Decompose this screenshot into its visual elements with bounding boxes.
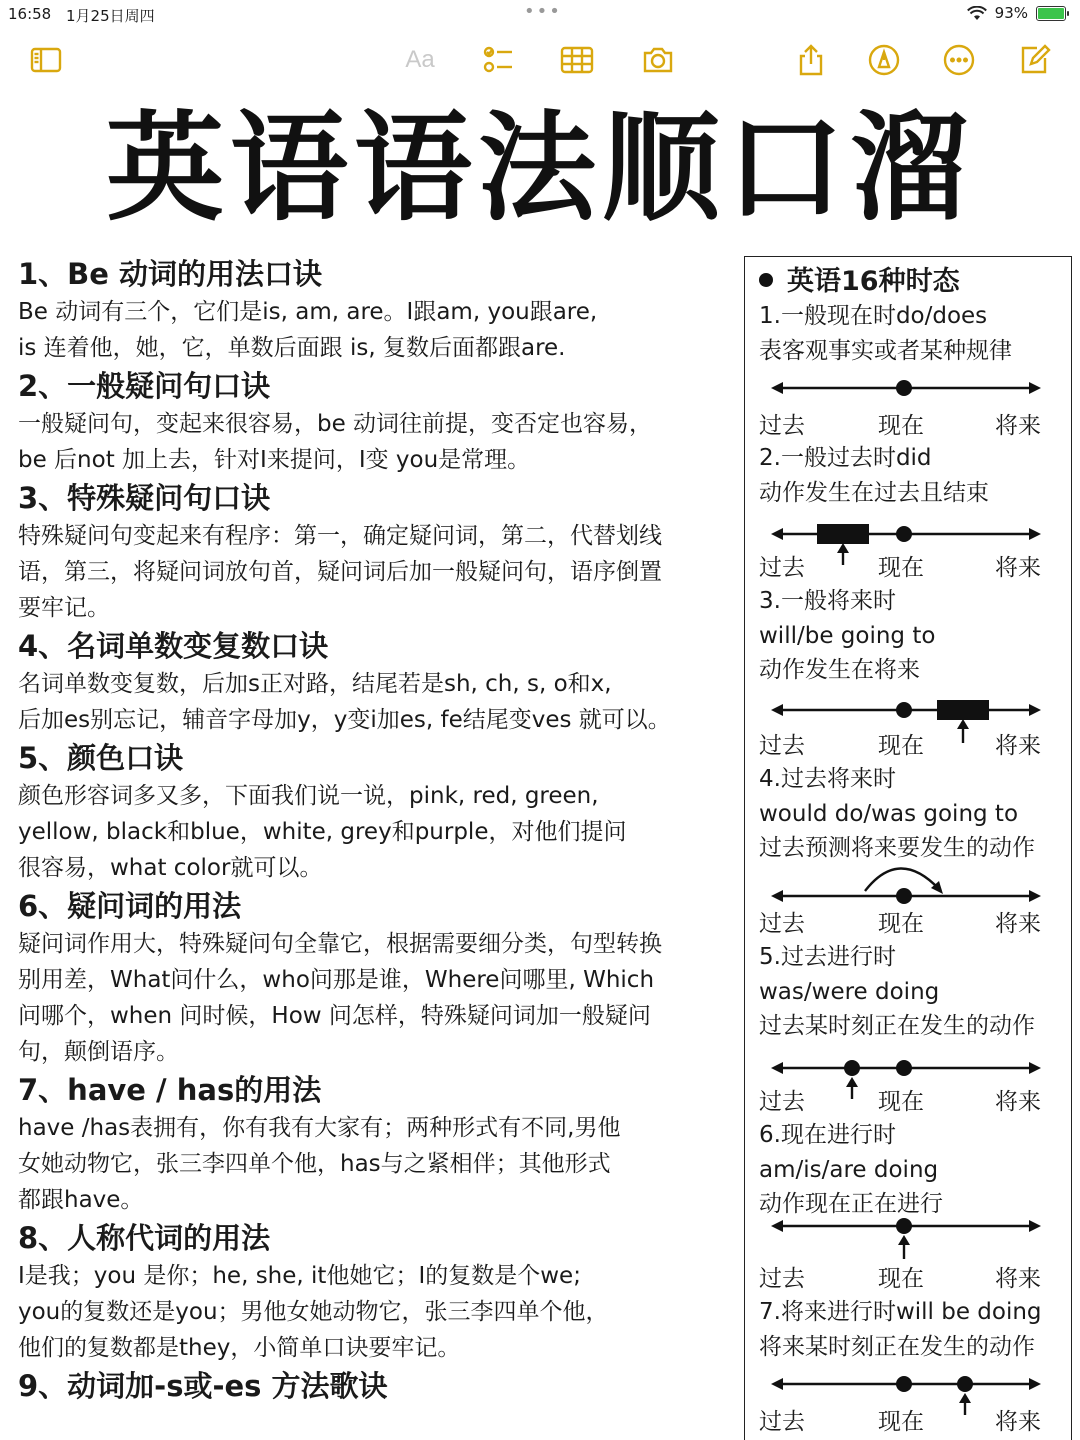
- section-line: 女她动物它，张三李四单个他，has与之紧相伴；其他形式: [18, 1151, 611, 1177]
- share-icon[interactable]: [791, 40, 831, 80]
- section-heading: 7、have / has的用法: [18, 1073, 322, 1107]
- section-line: have /has表拥有，你有我有大家有；两种形式有不同,男他: [18, 1115, 621, 1141]
- tense-desc: 将来某时刻正在发生的动作: [759, 1334, 1035, 1360]
- markup-icon[interactable]: [864, 40, 904, 80]
- label-past: 过去: [759, 1089, 805, 1115]
- label-past: 过去: [759, 413, 805, 439]
- tense-desc: 表客观事实或者某种规律: [759, 338, 1012, 364]
- section-be-verb: [18, 254, 738, 366]
- label-future: 将来: [995, 1409, 1041, 1435]
- tenses-heading: [759, 259, 960, 298]
- timeline-labels: [759, 549, 1059, 583]
- section-heading: 1、Be 动词的用法口诀: [18, 257, 323, 291]
- section-line: 别用差，What问什么，who问那是谁，Where问哪里, Which: [18, 967, 655, 993]
- section-line: 颜色形容词多又多，下面我们说一说，pink, red, green,: [18, 783, 599, 809]
- section-heading: 5、颜色口诀: [18, 741, 184, 775]
- sidebar-icon[interactable]: [26, 40, 66, 80]
- status-bar: [0, 0, 1080, 30]
- timeline-simple-past: [771, 513, 1041, 553]
- status-date: 1月25日周四: [66, 7, 155, 25]
- timeline-simple-present: [771, 367, 1041, 407]
- label-now: 现在: [878, 1089, 924, 1115]
- tense-desc: 过去某时刻正在发生的动作: [759, 1013, 1035, 1039]
- label-now: 现在: [878, 733, 924, 759]
- compose-icon[interactable]: [1014, 40, 1054, 80]
- wifi-icon: [967, 6, 987, 21]
- label-future: 将来: [995, 1089, 1041, 1115]
- multitask-dots[interactable]: •••: [524, 1, 562, 22]
- section-plural-nouns: [18, 626, 738, 738]
- label-past: 过去: [759, 733, 805, 759]
- tenses-box: [744, 256, 1072, 1440]
- battery-percent: 93%: [994, 4, 1028, 22]
- label-now: 现在: [878, 1409, 924, 1435]
- label-past: 过去: [759, 555, 805, 581]
- label-future: 将来: [995, 413, 1041, 439]
- timeline-labels: [759, 407, 1059, 441]
- label-future: 将来: [995, 733, 1041, 759]
- timeline-labels: [759, 905, 1059, 939]
- section-line: 句，颠倒语序。: [18, 1039, 179, 1065]
- tense-title: 4.过去将来时: [759, 766, 896, 792]
- label-past: 过去: [759, 911, 805, 937]
- section-line: I是我；you 是你；he, she, it他她它；I的复数是个we;: [18, 1263, 581, 1289]
- format-button[interactable]: Aa: [405, 46, 435, 73]
- status-time: 16:58: [8, 5, 52, 23]
- bullet-icon: [759, 273, 773, 287]
- section-line: 名词单数变复数，后加s正对路，结尾若是sh, ch, s, o和x,: [18, 671, 612, 697]
- section-have-has: [18, 1070, 738, 1218]
- section-line: 后加es别忘记，辅音字母加y，y变i加es, fe结尾变ves 就可以。: [18, 707, 671, 733]
- label-now: 现在: [878, 911, 924, 937]
- label-future: 将来: [995, 911, 1041, 937]
- section-line: 问哪个，when 问时候，How 问怎样，特殊疑问词加一般疑问: [18, 1003, 651, 1029]
- checklist-icon[interactable]: [478, 40, 518, 80]
- tense-title: 7.将来进行时will be doing: [759, 1299, 1042, 1325]
- camera-icon[interactable]: [638, 40, 678, 80]
- tense-desc: 动作发生在过去且结束: [759, 480, 989, 506]
- page-title: 英语语法顺口溜: [105, 99, 974, 237]
- tense-desc: would do/was going to: [759, 801, 1019, 827]
- section-verb-s-es: [18, 1366, 738, 1406]
- timeline-labels: [759, 1083, 1059, 1117]
- label-now: 现在: [878, 413, 924, 439]
- tense-title: 1.一般现在时do/does: [759, 303, 988, 329]
- battery-icon: [1036, 6, 1066, 21]
- label-past: 过去: [759, 1409, 805, 1435]
- section-pronouns: [18, 1218, 738, 1366]
- more-icon[interactable]: [939, 40, 979, 80]
- timeline-labels: [759, 1260, 1059, 1294]
- section-special-question: [18, 478, 738, 626]
- label-future: 将来: [995, 1266, 1041, 1292]
- label-now: 现在: [878, 1266, 924, 1292]
- tense-desc: am/is/are doing: [759, 1157, 939, 1183]
- section-line: you的复数还是you；男他女她动物它，张三李四单个他，: [18, 1299, 609, 1325]
- tense-desc: 过去预测将来要发生的动作: [759, 835, 1035, 861]
- rhyme-sections: [18, 254, 738, 1406]
- tense-desc: was/were doing: [759, 979, 940, 1005]
- timeline-labels: [759, 727, 1059, 761]
- section-line: is 连着他，她，它，单数后面跟 is, 复数后面都跟are.: [18, 335, 566, 361]
- section-heading: 8、人称代词的用法: [18, 1221, 271, 1255]
- timeline-labels: [759, 1403, 1059, 1437]
- section-line: 一般疑问句，变起来很容易，be 动词往前提，变否定也容易，: [18, 411, 653, 437]
- timeline-simple-future: [771, 689, 1041, 729]
- tense-title: 3.一般将来时: [759, 588, 896, 614]
- tense-title: 5.过去进行时: [759, 944, 896, 970]
- tense-desc: 动作发生在将来: [759, 657, 920, 683]
- section-line: 要牢记。: [18, 595, 110, 621]
- tense-desc: will/be going to: [759, 623, 936, 649]
- label-future: 将来: [995, 555, 1041, 581]
- section-heading: 9、动词加-s或-es 方法歌诀: [18, 1369, 388, 1403]
- section-line: Be 动词有三个，它们是is, am, are。I跟am, you跟are,: [18, 299, 598, 325]
- section-line: 语，第三，将疑问词放句首，疑问词后加一般疑问句，语序倒置: [18, 559, 662, 585]
- section-heading: 6、疑问词的用法: [18, 889, 242, 923]
- notes-toolbar: [0, 40, 1080, 84]
- section-line: 都跟have。: [18, 1187, 144, 1213]
- section-line: yellow, black和blue，white, grey和purple，对他们提问: [18, 819, 627, 845]
- timeline-future-continuous: [771, 1363, 1041, 1403]
- section-heading: 2、一般疑问句口诀: [18, 369, 271, 403]
- section-line: be 后not 加上去，针对I来提问，I变 you是常理。: [18, 447, 531, 473]
- section-line: 他们的复数都是they，小简单口诀要牢记。: [18, 1335, 461, 1361]
- tense-desc: 动作现在正在进行: [759, 1191, 943, 1217]
- table-icon[interactable]: [557, 40, 597, 80]
- timeline-past-continuous: [771, 1047, 1041, 1087]
- section-heading: 4、名词单数变复数口诀: [18, 629, 329, 663]
- tenses-heading-text: 英语16种时态: [787, 266, 960, 297]
- tense-title: 6.现在进行时: [759, 1122, 896, 1148]
- section-question-words: [18, 886, 738, 1070]
- section-line: 很容易，what color就可以。: [18, 855, 323, 881]
- section-colors: [18, 738, 738, 886]
- tense-title: 2.一般过去时did: [759, 445, 932, 471]
- section-heading: 3、特殊疑问句口诀: [18, 481, 271, 515]
- label-now: 现在: [878, 555, 924, 581]
- section-line: 特殊疑问句变起来有程序：第一，确定疑问词，第二，代替划线: [18, 523, 662, 549]
- timeline-present-continuous: [771, 1205, 1041, 1245]
- section-general-question: [18, 366, 738, 478]
- label-past: 过去: [759, 1266, 805, 1292]
- section-line: 疑问词作用大，特殊疑问句全靠它，根据需要细分类，句型转换: [18, 931, 662, 957]
